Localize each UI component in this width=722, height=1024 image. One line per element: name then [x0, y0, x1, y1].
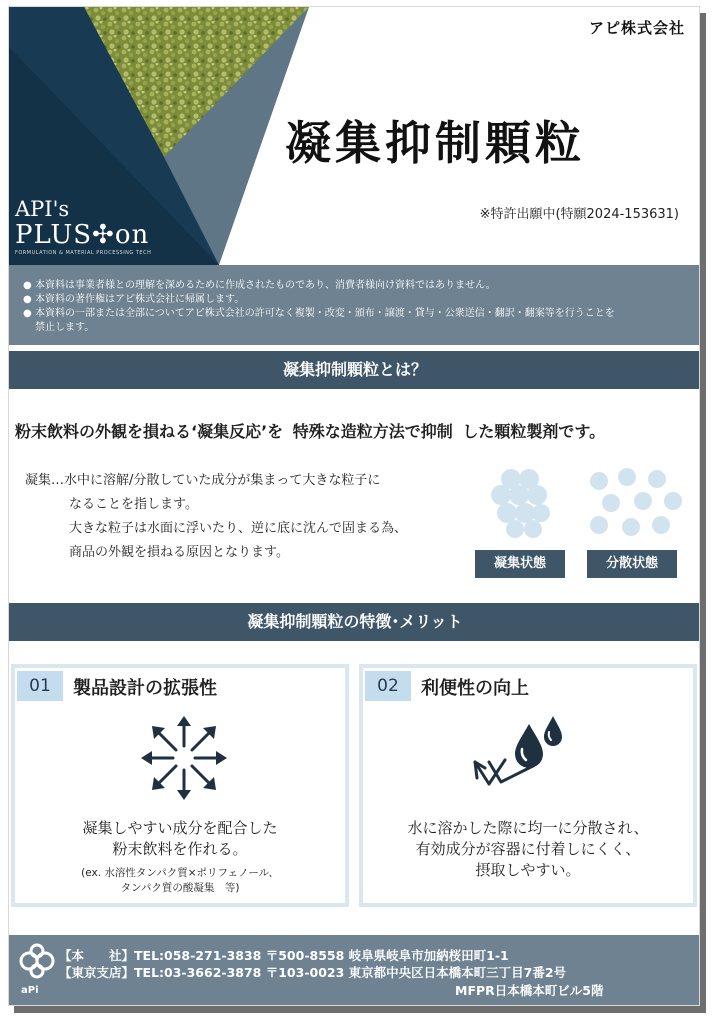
notice-item: [23, 321, 683, 335]
aggregated-state-label: 凝集状態: [475, 550, 565, 578]
patent-note: ※特許出願中(特願2024-153631): [479, 207, 679, 222]
section-heading-what-is: 凝集抑制顆粒とは？: [9, 351, 700, 389]
notice-bar: [9, 265, 700, 345]
notice-text: 禁止します。: [35, 322, 95, 333]
lead-highlight: 特殊な造粒方法で抑制: [289, 419, 457, 442]
card-text: 有効成分が容器に付着しにくく、: [415, 840, 641, 858]
card-note: (ex. 水溶性タンパク質×ポリフェノール、: [81, 867, 279, 879]
card-number: 02: [365, 671, 411, 701]
lead-text: した顆粒製剤です。: [462, 422, 606, 441]
bullet-icon: ●: [23, 280, 32, 291]
card-text: 凝集しやすい成分を配合した: [82, 819, 278, 837]
definition-line: 大きな粒子は水面に浮いたり、逆に底に沈んで固まる為、: [69, 521, 408, 536]
feature-card-1: [11, 664, 349, 907]
tokyo-branch-building: MFPR日本橋本町ビル5階: [455, 983, 604, 998]
logo-tagline: FORMULATION & MATERIAL PROCESSING TECH: [15, 250, 152, 256]
notice-item: [23, 279, 683, 293]
notice-item: [23, 307, 683, 321]
aggregation-definition: [25, 469, 465, 565]
dispersed-particles-icon: [587, 467, 683, 537]
footer-logo-text: aPi: [21, 985, 39, 996]
section-heading-features: 凝集抑制顆粒の特徴･メリット: [9, 603, 700, 641]
brand-logo: [15, 197, 151, 256]
feature-card-2: [359, 664, 697, 907]
company-name: アピ株式会社: [588, 19, 685, 37]
card-title: 利便性の向上: [421, 678, 529, 699]
lead-text: 粉末飲料の外観を損ねる‘凝集反応’を: [15, 422, 284, 441]
card-text: 摂取しやすい。: [475, 861, 581, 879]
notice-text: 本資料は事業者様との理解を深めるために作成されたものであり、消費者様向け資料ではありません。: [35, 280, 496, 291]
lead-sentence: [15, 419, 605, 442]
definition-line: なることを指します。: [69, 497, 198, 512]
notice-text: 本資料の一部または全部についてアピ株式会社の許可なく複製・改変・頒布・譲渡・貸与・公衆送信・翻訳・翻案等を行うことを: [35, 308, 615, 319]
definition-line: 商品の外観を損ねる原因となります。: [69, 545, 289, 560]
notice-item: [23, 293, 683, 307]
card-number: 01: [17, 671, 63, 701]
expand-arrows-icon: [137, 714, 231, 802]
state-illustrations: [467, 459, 689, 579]
page-title: 凝集抑制顆粒: [285, 116, 585, 170]
logo-line2: PLUS✣on: [15, 220, 150, 250]
card-text: 水に溶かした際に均一に分散され、: [407, 819, 649, 837]
document-page: [8, 6, 700, 1006]
definition-line: 凝集…水中に溶解/分散していた成分が集まって大きな粒子に: [25, 473, 381, 488]
dispersed-state-label: 分散状態: [587, 550, 677, 578]
header: [9, 7, 700, 265]
bullet-icon: ●: [23, 308, 32, 319]
bullet-icon: ●: [23, 294, 32, 305]
card-note: タンパク質の酸凝集 等): [120, 882, 240, 894]
logo-line1: API's: [15, 197, 70, 221]
aggregated-particles-icon: [481, 463, 561, 543]
card-title: 製品設計の拡張性: [73, 678, 217, 699]
card-text: 粉末飲料を作れる。: [112, 840, 248, 858]
tokyo-branch-address: 【東京支店】TEL:03-3662-3878 〒103-0023 東京都中央区日本橋本町三丁目7番2号: [59, 965, 567, 980]
water-drops-icon: [471, 714, 571, 794]
notice-text: 本資料の著作権はアピ株式会社に帰属します。: [35, 294, 245, 305]
footer: [9, 935, 700, 1006]
head-office-address: 【本 社】TEL:058-271-3838 〒500-8558 岐阜県岐阜市加納桜田町1-1: [59, 948, 509, 963]
footer-address: [59, 947, 566, 981]
